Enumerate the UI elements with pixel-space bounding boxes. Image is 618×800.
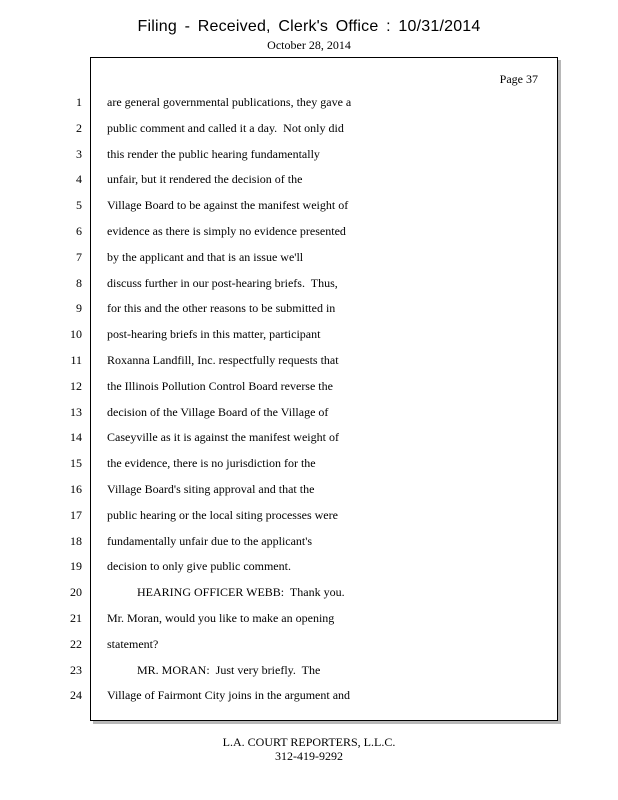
- court-reporter-phone: 312-419-9292: [275, 749, 343, 763]
- line-number: 2: [76, 120, 82, 135]
- transcript-line-text: statement?: [107, 636, 159, 651]
- line-number: 7: [76, 249, 82, 264]
- line-number: 4: [76, 172, 82, 187]
- line-number: 1: [76, 95, 82, 109]
- line-number: 3: [76, 146, 82, 161]
- line-number: 5: [76, 198, 82, 213]
- line-number: 23: [70, 662, 82, 677]
- line-number: 6: [76, 224, 82, 238]
- transcript-line-text: by the applicant and that is an issue we'll: [107, 249, 304, 264]
- line-number: 13: [70, 404, 82, 419]
- line-number: 14: [70, 430, 82, 445]
- transcript-line-text: this render the public hearing fundamentally: [107, 146, 320, 161]
- transcript-line-text: Village Board to be against the manifest weight of: [107, 198, 349, 213]
- transcript-line-text: discuss further in our post-hearing briefs. Thus,: [107, 275, 338, 290]
- transcript-line-text: post-hearing briefs in this matter, participant: [107, 327, 321, 342]
- page-number: Page 37: [499, 72, 538, 86]
- line-number: 8: [76, 275, 82, 290]
- line-number: 17: [70, 507, 82, 522]
- line-number: 22: [70, 636, 82, 651]
- line-number: 9: [76, 301, 82, 316]
- transcript-line-text: the evidence, there is no jurisdiction for the: [107, 456, 316, 471]
- transcript-line-text: Village Board's siting approval and that the: [107, 482, 315, 496]
- line-number: 10: [70, 327, 82, 342]
- filing-stamp: Filing - Received, Clerk's Office : 10/31/2014: [137, 18, 481, 35]
- transcript-line-text: HEARING OFFICER WEBB: Thank you.: [107, 585, 345, 600]
- line-number: 21: [70, 611, 82, 625]
- line-number: 15: [70, 456, 82, 471]
- court-reporter-name: L.A. COURT REPORTERS, L.L.C.: [222, 735, 396, 749]
- transcript-line-text: decision of the Village Board of the Village of: [107, 404, 329, 419]
- line-number: 12: [70, 378, 82, 393]
- transcript-line-text: public comment and called it a day. Not only did: [107, 120, 344, 135]
- line-number: 24: [70, 688, 82, 703]
- line-number: 16: [70, 482, 82, 496]
- line-number: 20: [70, 585, 82, 600]
- transcript-line-text: decision to only give public comment.: [107, 559, 291, 574]
- transcript-line-text: the Illinois Pollution Control Board reverse the: [107, 378, 333, 393]
- transcript-date: October 28, 2014: [267, 38, 351, 52]
- transcript-line-text: Roxanna Landfill, Inc. respectfully requests that: [107, 353, 339, 367]
- transcript-line-text: Caseyville as it is against the manifest weight of: [107, 430, 339, 445]
- line-number: 11: [70, 353, 82, 367]
- transcript-line-text: fundamentally unfair due to the applicant's: [107, 533, 313, 548]
- transcript-line-text: for this and the other reasons to be submitted in: [107, 301, 336, 316]
- transcript-line-text: public hearing or the local siting processes were: [107, 507, 338, 522]
- transcript-line-text: unfair, but it rendered the decision of the: [107, 172, 303, 187]
- transcript-line-text: Mr. Moran, would you like to make an opening: [107, 611, 335, 625]
- transcript-line-text: are general governmental publications, they gave a: [107, 95, 352, 109]
- line-number: 18: [70, 533, 82, 548]
- transcript-line-text: Village of Fairmont City joins in the argument and: [107, 688, 351, 703]
- transcript-line-text: MR. MORAN: Just very briefly. The: [107, 662, 321, 677]
- line-number: 19: [70, 559, 82, 574]
- transcript-line-text: evidence as there is simply no evidence presented: [107, 224, 346, 238]
